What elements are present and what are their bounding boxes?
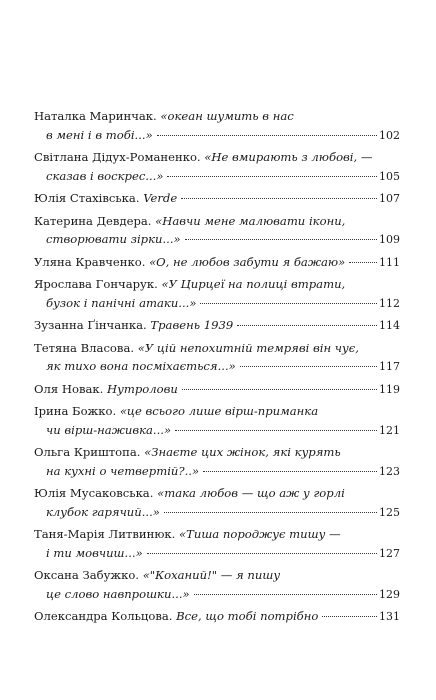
toc-entry — [34, 402, 400, 440]
toc-title: і ти мовчиш...» — [46, 545, 143, 560]
toc-entry-continuation — [34, 294, 400, 314]
toc-entry — [34, 443, 400, 481]
toc-entry-line — [34, 443, 400, 462]
toc-entry — [34, 275, 400, 313]
toc-author: Тетяна Власова. — [34, 340, 135, 355]
toc-title: бузок і панічні атаки...» — [46, 295, 197, 310]
toc-author: Уляна Кравченко. — [34, 254, 146, 269]
toc-title: створювати зірки...» — [46, 232, 181, 246]
toc-page-number: 105 — [379, 169, 400, 183]
toc-title: «У цій непохитній темряві він чує, — [137, 340, 359, 355]
toc-page-number: 117 — [379, 360, 400, 373]
dot-leader — [203, 471, 377, 472]
toc-entry-line — [34, 275, 400, 294]
toc-entry-line — [34, 525, 400, 544]
toc-title: Травень 1939 — [150, 318, 234, 332]
toc-author: Олександра Кольцова. — [34, 609, 173, 623]
toc-entry — [34, 148, 400, 186]
toc-entry-continuation — [34, 230, 400, 250]
toc-title: «О, не любов забути я бажаю» — [149, 254, 346, 269]
toc-entry-line — [34, 189, 400, 209]
toc-entry — [34, 107, 400, 145]
toc-page-number: 107 — [379, 192, 400, 205]
toc-title: сказав і воскрес...» — [46, 168, 164, 183]
toc-title: «така любов — що аж у горлі — [157, 486, 345, 500]
toc-author: Оля Новак. — [34, 381, 104, 396]
toc-title: Нутролови — [107, 381, 178, 396]
toc-page-number: 129 — [379, 587, 400, 601]
dot-leader — [322, 616, 377, 617]
toc-entry — [34, 189, 400, 209]
toc-entry-continuation — [34, 585, 400, 605]
toc-entry-continuation — [34, 167, 400, 187]
toc-entry-continuation — [34, 462, 400, 482]
toc-author: Ірина Божко. — [34, 404, 117, 418]
toc-title: «Не вмирають з любові, — — [204, 150, 373, 164]
toc-entry-line — [34, 253, 400, 273]
toc-entry-continuation — [34, 503, 400, 523]
toc-author: Таня-Марія Литвинюк. — [34, 527, 176, 541]
toc-title: «У Цирцеї на полиці втрати, — [161, 277, 346, 291]
toc-entry-line — [34, 148, 400, 167]
toc-entry — [34, 525, 400, 563]
toc-title: «Навчи мене малювати ікони, — [155, 213, 346, 228]
toc-author: Оксана Забужко. — [34, 568, 139, 582]
dot-leader — [237, 325, 377, 326]
toc-author: Ольга Криштопа. — [34, 445, 141, 459]
dot-leader — [147, 553, 377, 554]
toc-author: Наталка Маринчак. — [34, 109, 157, 123]
toc-title: як тихо вона посміхається...» — [46, 359, 236, 373]
toc-title: це слово навпрошки...» — [46, 586, 190, 601]
toc-entry-line — [34, 380, 400, 400]
toc-entry — [34, 253, 400, 273]
toc-entry-continuation — [34, 126, 400, 146]
toc-page-number: 111 — [379, 255, 400, 269]
toc-entry-line — [34, 566, 400, 585]
toc-page-number: 121 — [379, 423, 400, 437]
dot-leader — [182, 389, 377, 390]
toc-page-number: 127 — [379, 546, 400, 560]
toc-title: «це всього лише вірш-приманка — [119, 404, 319, 418]
toc-entry-line — [34, 339, 400, 358]
toc-entry-line — [34, 607, 400, 627]
dot-leader — [175, 430, 377, 431]
toc-entry-line — [34, 107, 400, 126]
toc-page-number: 112 — [379, 296, 400, 310]
toc-title: Verde — [143, 191, 178, 205]
toc-entry — [34, 316, 400, 336]
toc-entry — [34, 212, 400, 250]
toc-title: «Тиша породжує тишу — — [179, 527, 341, 541]
toc-page-number: 109 — [379, 233, 400, 246]
toc-author: Світлана Дідух-Романенко. — [34, 150, 201, 164]
toc-page-number: 131 — [379, 610, 400, 623]
toc-entry — [34, 380, 400, 400]
toc-entry-line — [34, 402, 400, 421]
toc-title: в мені і в тобі...» — [46, 127, 153, 142]
dot-leader — [157, 135, 377, 136]
toc-page-number: 114 — [379, 319, 400, 332]
toc-entry-continuation — [34, 421, 400, 441]
toc-entry — [34, 607, 400, 627]
toc-title: на кухні о четвертій?..» — [46, 463, 200, 478]
toc-entry — [34, 484, 400, 522]
toc-entry-line — [34, 316, 400, 336]
dot-leader — [349, 262, 377, 263]
dot-leader — [185, 239, 377, 240]
toc-entry-continuation — [34, 544, 400, 564]
toc-page-number: 102 — [379, 128, 400, 142]
toc-entry — [34, 339, 400, 377]
toc-author: Зузанна Ґінчанка. — [34, 318, 147, 332]
dot-leader — [181, 198, 377, 199]
toc-author: Юлія Мусаковська. — [34, 486, 154, 500]
dot-leader — [194, 594, 377, 595]
table-of-contents — [34, 107, 400, 630]
toc-page-number: 119 — [379, 382, 400, 396]
toc-entry-line — [34, 212, 400, 231]
toc-author: Юлія Стахівська. — [34, 191, 140, 205]
dot-leader — [200, 303, 377, 304]
toc-author: Катерина Девдера. — [34, 213, 152, 228]
toc-entry-line — [34, 484, 400, 503]
toc-entry-continuation — [34, 357, 400, 377]
toc-page-number: 125 — [379, 505, 400, 519]
toc-title: «"Коханий!" — я пишу — [142, 568, 281, 582]
toc-page-number: 123 — [379, 464, 400, 478]
toc-title: клубок гарячий...» — [46, 504, 160, 519]
toc-title: чи вірш-наживка...» — [46, 422, 172, 437]
toc-author: Ярослава Гончарук. — [34, 277, 158, 291]
toc-title: «океан шумить в нас — [160, 109, 294, 123]
dot-leader — [164, 512, 377, 513]
toc-entry — [34, 566, 400, 604]
toc-title: Все, що тобі потрібно — [176, 609, 319, 623]
dot-leader — [167, 176, 377, 177]
dot-leader — [240, 366, 377, 367]
toc-title: «Знаєте цих жінок, які курять — [144, 445, 341, 459]
